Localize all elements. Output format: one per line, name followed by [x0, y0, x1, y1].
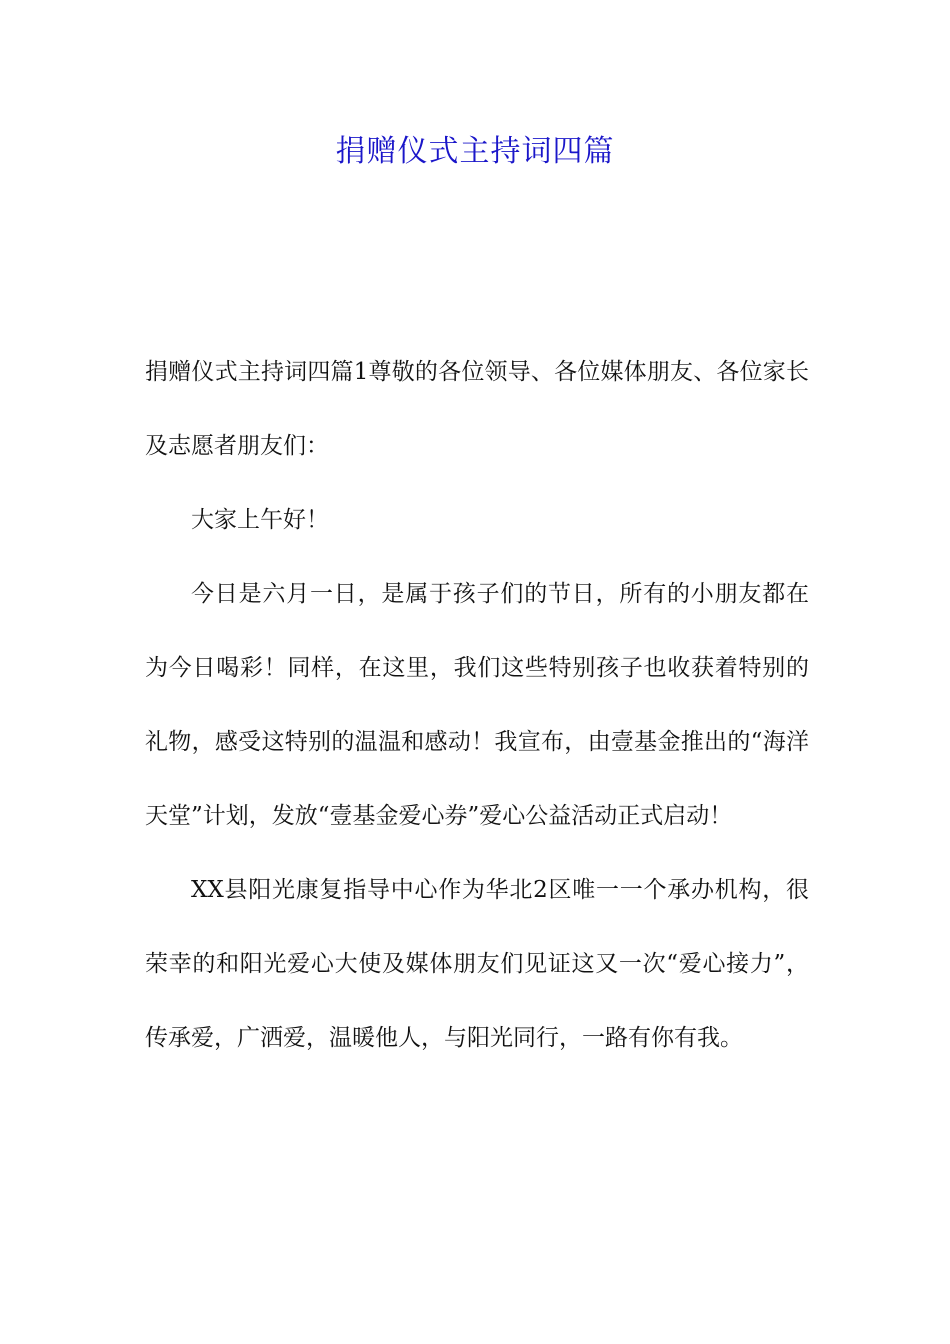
document-body: [145, 335, 809, 1075]
paragraph-good-morning: 大家上午好！: [191, 507, 329, 533]
paragraph-rehab-center: XX县阳光康复指导中心作为华北2区唯一一个承办机构，很荣幸的和阳光爱心大使及媒体朋友们见证这又一次“爱心接力”，传承爱，广洒爱，温暖他人，与阳光同行，一路有你有我。: [145, 877, 809, 1051]
document-title: 捐赠仪式主持词四篇: [335, 134, 615, 169]
paragraph-greeting: 捐赠仪式主持词四篇1尊敬的各位领导、各位媒体朋友、各位家长及志愿者朋友们：: [145, 359, 809, 459]
paragraph-childrens-day: 今日是六月一日，是属于孩子们的节日，所有的小朋友都在为今日喝彩！同样，在这里，我们这些特别孩子也收获着特别的礼物，感受这特别的温温和感动！我宣布，由壹基金推出的“海洋天堂”计划，发放“壹基金爱心券”爱心公益活动正式启动！: [145, 581, 809, 829]
